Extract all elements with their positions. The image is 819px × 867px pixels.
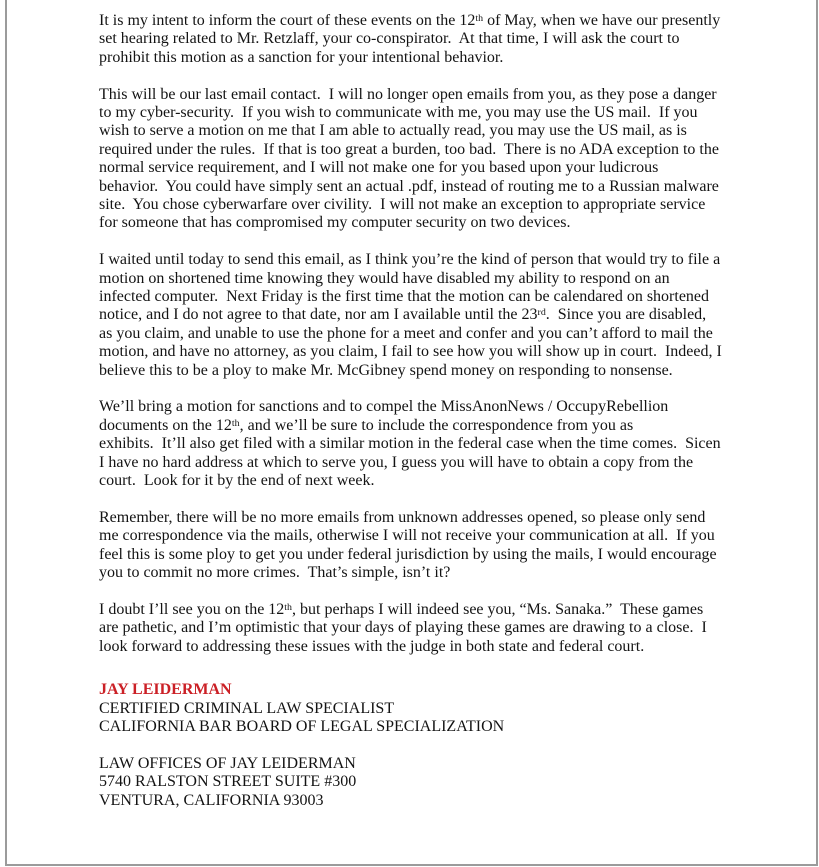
letter-line bbox=[99, 343, 759, 361]
text-segment: infected computer. Next Friday is the first time that the motion can be calendared on shortened bbox=[99, 288, 710, 306]
letter-line bbox=[99, 251, 759, 269]
letter-line bbox=[99, 454, 759, 472]
letter-line bbox=[99, 564, 759, 582]
firm-street-address: 5740 RALSTON STREET SUITE #300 bbox=[99, 773, 357, 791]
text-segment: I have no hard address at which to serve you, I guess you will have to obtain a copy from the bbox=[99, 453, 694, 471]
text-segment: set hearing related to Mr. Retzlaff, your co-conspirator. At that time, I will ask the court to bbox=[99, 30, 680, 48]
text-segment: We’ll bring a motion for sanctions and to compel the MissAnonNews / OccupyRebellion bbox=[99, 398, 669, 416]
letter-line bbox=[99, 546, 759, 564]
letter-line bbox=[99, 527, 759, 545]
text-segment: of May, when we have our presently bbox=[483, 12, 721, 29]
letter-line bbox=[99, 196, 759, 214]
letter-line bbox=[99, 141, 759, 159]
text-segment: site. You chose cyberwarfare over civility. I will not make an exception to appropriate service bbox=[99, 196, 706, 214]
text-segment: behavior. You could have simply sent an actual .pdf, instead of routing me to a Russian malware bbox=[99, 177, 719, 195]
text-segment: This will be our last email contact. I will no longer open emails from you, as they pose a danger bbox=[99, 85, 717, 103]
text-segment: , and we’ll be sure to include the correspondence from you as bbox=[239, 416, 634, 434]
letter-body bbox=[99, 12, 759, 810]
text-segment: prohibit this motion as a sanction for your intentional behavior. bbox=[99, 48, 504, 66]
letter-line bbox=[99, 12, 759, 30]
letter-line bbox=[99, 214, 759, 232]
letter-line bbox=[99, 417, 759, 435]
firm-name: LAW OFFICES OF JAY LEIDERMAN bbox=[99, 754, 356, 772]
text-segment: required under the rules. If that is too great a burden, too bad. There is no ADA exception to the bbox=[99, 140, 719, 158]
text-segment: look forward to addressing these issues with the judge in both state and federal court. bbox=[99, 637, 645, 655]
letter-line bbox=[99, 270, 759, 288]
text-segment: court. Look for it by the end of next week. bbox=[99, 472, 375, 490]
text-segment: as you claim, and unable to use the phone for a meet and confer and you can’t afford to mail the bbox=[99, 324, 713, 342]
ordinal-superscript: rd bbox=[537, 307, 546, 319]
text-segment: motion, and have no attorney, as you claim, I fail to see how you will show up in court. Indeed, I bbox=[99, 343, 722, 361]
text-segment: It is my intent to inform the court of these events on the 12 bbox=[99, 12, 476, 29]
letter-line bbox=[99, 325, 759, 343]
text-segment: me correspondence via the mails, otherwise I will not receive your communication at all. If you bbox=[99, 527, 715, 545]
paragraph bbox=[99, 398, 759, 490]
text-segment: are pathetic, and I’m optimistic that your days of playing these games are drawing to a close. I bbox=[99, 619, 707, 637]
text-segment: feel this is some ploy to get you under federal jurisdiction by using the mails, I would encourage bbox=[99, 545, 717, 563]
text-segment: . Since you are disabled, bbox=[545, 306, 707, 324]
text-segment: for someone that has compromised my computer security on two devices. bbox=[99, 214, 571, 232]
letter-line bbox=[99, 435, 759, 453]
text-segment: exhibits. It’ll also get filed with a similar motion in the federal case when the time comes. Sicen bbox=[99, 435, 721, 453]
paragraph bbox=[99, 86, 759, 233]
letter-line bbox=[99, 49, 759, 67]
text-segment: notice, and I do not agree to that date, nor am I available until the 23 bbox=[99, 306, 538, 324]
text-segment: I waited until today to send this email, as I think you’re the kind of person that would try to file a bbox=[99, 251, 721, 269]
letter-line bbox=[99, 398, 759, 416]
ordinal-superscript: th bbox=[284, 602, 293, 614]
document-page bbox=[5, 0, 818, 866]
text-segment: normal service requirement, and I will not make one for you based upon your ludicrous bbox=[99, 159, 659, 177]
paragraph bbox=[99, 601, 759, 656]
letter-paragraphs bbox=[99, 12, 759, 656]
letter-line bbox=[99, 288, 759, 306]
letter-line bbox=[99, 178, 759, 196]
letter-line bbox=[99, 306, 759, 324]
paragraph bbox=[99, 509, 759, 583]
signature-title-board: CALIFORNIA BAR BOARD OF LEGAL SPECIALIZATION bbox=[99, 717, 505, 735]
text-segment: you to commit no more crimes. That’s simple, isn’t it? bbox=[99, 564, 451, 582]
text-segment: I doubt I’ll see you on the 12 bbox=[99, 600, 285, 618]
letter-line bbox=[99, 619, 759, 637]
text-segment: wish to serve a motion on me that I am able to actually read, you may use the US mail, as is bbox=[99, 122, 687, 140]
letter-line bbox=[99, 30, 759, 48]
paragraph bbox=[99, 12, 759, 67]
letter-line bbox=[99, 159, 759, 177]
ordinal-superscript: th bbox=[475, 13, 484, 25]
text-segment: Remember, there will be no more emails from unknown addresses opened, so please only send bbox=[99, 508, 706, 526]
signature-name: JAY LEIDERMAN bbox=[99, 681, 232, 699]
text-segment: , but perhaps I will indeed see you, “Ms. Sanaka.” These games bbox=[292, 600, 704, 618]
text-segment: to my cyber-security. If you wish to communicate with me, you may use the US mail. If you bbox=[99, 104, 698, 122]
text-segment: believe this to be a ploy to make Mr. McGibney spend money on responding to nonsense. bbox=[99, 361, 673, 379]
signature-title-specialist: CERTIFIED CRIMINAL LAW SPECIALIST bbox=[99, 699, 395, 717]
ordinal-superscript: th bbox=[231, 418, 240, 430]
text-segment: documents on the 12 bbox=[99, 416, 232, 434]
letter-line bbox=[99, 86, 759, 104]
letter-line bbox=[99, 601, 759, 619]
letter-line bbox=[99, 122, 759, 140]
letter-line bbox=[99, 362, 759, 380]
paragraph bbox=[99, 251, 759, 380]
text-segment: motion on shortened time knowing they would have disabled my ability to respond on an bbox=[99, 269, 670, 287]
letter-line bbox=[99, 638, 759, 656]
firm-city-state-zip: VENTURA, CALIFORNIA 93003 bbox=[99, 791, 324, 809]
signature-block bbox=[99, 681, 759, 810]
letter-line bbox=[99, 104, 759, 122]
letter-line bbox=[99, 472, 759, 490]
letter-line bbox=[99, 509, 759, 527]
